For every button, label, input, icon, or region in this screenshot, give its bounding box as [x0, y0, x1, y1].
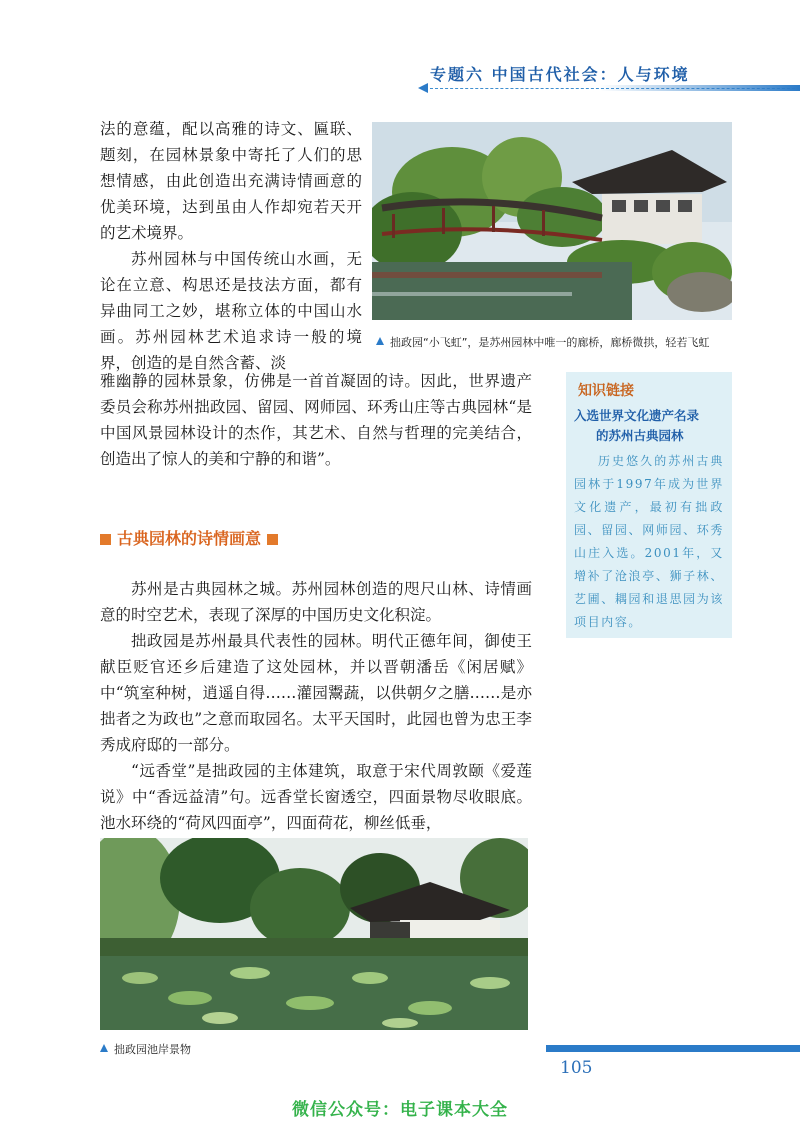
photo-xiaofeihong	[372, 122, 732, 320]
section-paragraph-3: “远香堂”是拙政园的主体建筑，取意于宋代周敦颐《爱莲说》中“香远益清”句。远香堂长窗透空，四面景物尽收眼底。池水环绕的“荷风四面亭”，四面荷花，柳丝低垂，	[100, 762, 532, 832]
header-bar	[600, 85, 800, 91]
caption-triangle-icon	[376, 337, 384, 345]
photo-pond-shore-caption: 拙政园池岸景物	[100, 1041, 191, 1057]
page-number: 105	[560, 1058, 593, 1078]
knowledge-link-body: 历史悠久的苏州古典园林于1997年成为世界文化遗产，最初有拙政园、留园、网师园、环秀山庄入选。2001年，又增补了沧浪亭、狮子林、艺圃、耦园和退思园为该项目内容。	[574, 454, 724, 629]
photo-pond-shore	[100, 838, 528, 1030]
photo-xiaofeihong-caption: 拙政园“小飞虹”，是苏州园林中唯一的廊桥，廊桥微拱，轻若飞虹	[376, 334, 709, 350]
heading-square-icon	[100, 534, 111, 545]
header-arrow-icon	[418, 83, 428, 93]
photo-xiaofeihong-illustration	[372, 122, 732, 320]
knowledge-link-subtitle-1: 入选世界文化遗产名录	[574, 408, 700, 423]
knowledge-link-subtitle-2: 的苏州古典园林	[596, 428, 684, 443]
footer-bar	[546, 1045, 800, 1052]
section-heading: 古典园林的诗情画意	[100, 526, 330, 549]
paragraph-1: 法的意蕴，配以高雅的诗文、匾联、题刻，在园林景象中寄托了人们的思想情感，由此创造出充满诗情画意的优美环境，达到虽由人作却宛若天开的艺术境界。	[100, 120, 362, 242]
paragraph-2-continued: 雅幽静的园林景象，仿佛是一首首凝固的诗。因此，世界遗产委员会称苏州拙政园、留园、网师园、环秀山庄等古典园林“是中国风景园林设计的杰作，其艺术、自然与哲理的完美结合，创造出了惊人的美和宁静的和谐”。	[100, 372, 532, 468]
paragraph-2: 苏州园林与中国传统山水画，无论在立意、构思还是技法方面，都有异曲同工之妙，堪称立体的中国山水画。苏州园林艺术追求诗一般的境界，创造的是自然含蓄、淡	[100, 250, 362, 372]
photo-pond-shore-illustration	[100, 838, 528, 1030]
chapter-title: 专题六 中国古代社会：人与环境	[430, 65, 690, 84]
section-paragraph-1: 苏州是古典园林之城。苏州园林创造的咫尺山林、诗情画意的时空艺术，表现了深厚的中国历史文化积淀。	[100, 580, 532, 624]
knowledge-link-title: 知识链接	[578, 383, 634, 399]
watermark: 微信公众号：电子课本大全	[292, 1100, 508, 1120]
knowledge-link-box	[566, 372, 732, 638]
heading-square-icon	[267, 534, 278, 545]
section-paragraph-2: 拙政园是苏州最具代表性的园林。明代正德年间，御使王献臣贬官还乡后建造了这处园林，并以晋朝潘岳《闲居赋》中“筑室种树，逍遥自得……灌园鬻蔬，以供朝夕之膳……是亦拙者之为政也”之意而取园名。太平天国时，此园也曾为忠王李秀成府邸的一部分。	[100, 632, 532, 754]
caption-triangle-icon	[100, 1044, 108, 1052]
